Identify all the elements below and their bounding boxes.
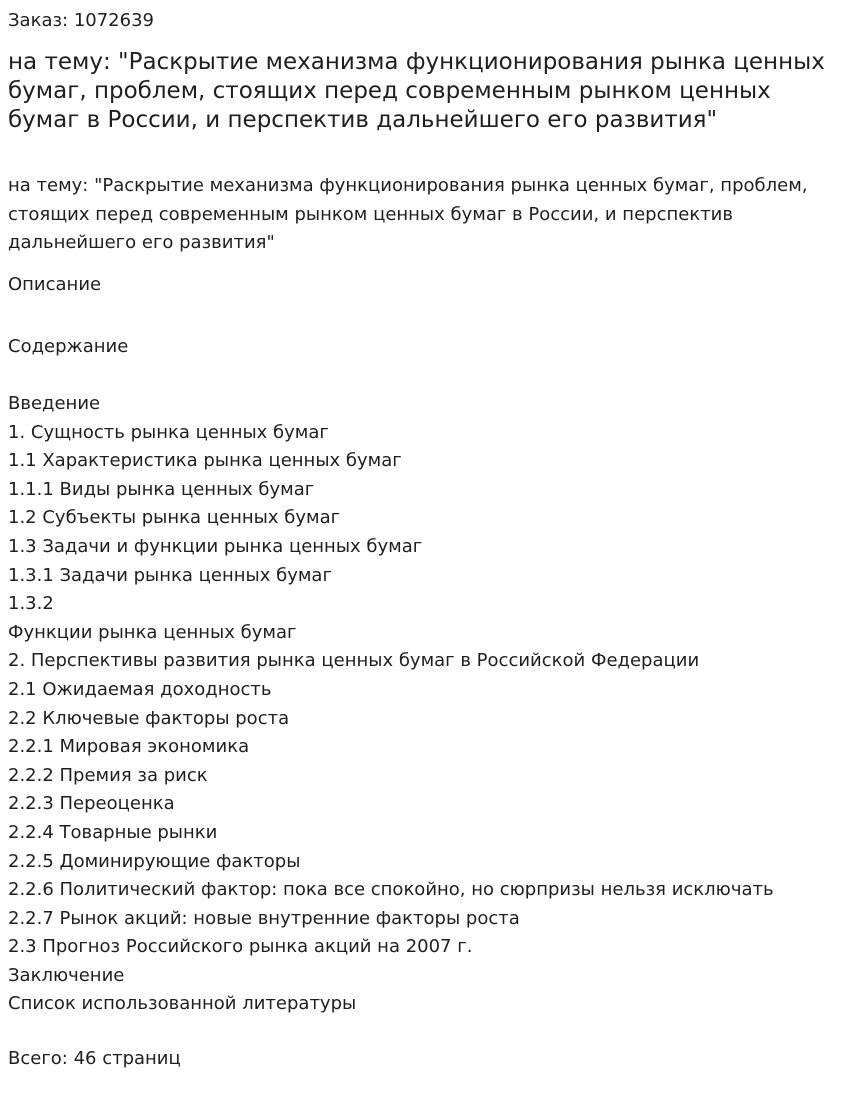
toc-item: 2.2.4 Товарные рынки <box>8 821 218 843</box>
toc-item: 2.2.1 Мировая экономика <box>8 736 250 758</box>
order-number: Заказ: 1072639 <box>8 10 154 31</box>
toc-item: 2.2.3 Переоценка <box>8 793 175 815</box>
toc-item: Введение <box>8 393 101 414</box>
toc-item: Заключение <box>8 964 125 986</box>
toc-item: 2.2 Ключевые факторы роста <box>8 707 290 729</box>
toc-item: 1.2 Субъекты рынка ценных бумаг <box>8 507 341 529</box>
toc-item: 1.1.1 Виды рынка ценных бумаг <box>8 478 315 500</box>
toc-item: 2.2.2 Премия за риск <box>8 764 208 786</box>
document-title: на тему: "Раскрытие механизма функционирования рынка ценных бумаг, проблем, стоящих перед современным рынком ценных бумаг в России, и перспектив дальнейшего его развития" <box>8 49 825 133</box>
document-subtitle: на тему: "Раскрытие механизма функционирования рынка ценных бумаг, проблем, стоящих перед современным рынком ценных бумаг в России, и перспектив дальнейшего его развития" <box>8 175 808 253</box>
toc-item: 1. Сущность рынка ценных бумаг <box>8 421 329 443</box>
toc-item: 2.2.7 Рынок акций: новые внутренние факторы роста <box>8 907 520 929</box>
total-pages: Всего: 46 страниц <box>8 1048 181 1069</box>
toc-item: Список использованной литературы <box>8 993 357 1015</box>
contents-heading: Содержание <box>8 336 129 357</box>
toc-item: Функции рынка ценных бумаг <box>8 621 297 643</box>
toc-item: 2.3 Прогноз Российского рынка акций на 2007 г. <box>8 936 473 958</box>
toc-item: 1.1 Характеристика рынка ценных бумаг <box>8 450 402 472</box>
table-of-contents <box>8 390 774 1019</box>
toc-item: 2.1 Ожидаемая доходность <box>8 678 272 700</box>
description-heading: Описание <box>8 274 102 295</box>
toc-item: 2.2.5 Доминирующие факторы <box>8 850 301 872</box>
toc-item: 1.3.2 <box>8 593 54 615</box>
toc-item: 2. Перспективы развития рынка ценных бумаг в Российской Федерации <box>8 650 700 672</box>
toc-item: 1.3 Задачи и функции рынка ценных бумаг <box>8 535 423 557</box>
toc-item: 1.3.1 Задачи рынка ценных бумаг <box>8 564 332 586</box>
toc-item: 2.2.6 Политический фактор: пока все спокойно, но сюрпризы нельзя исключать <box>8 879 774 901</box>
